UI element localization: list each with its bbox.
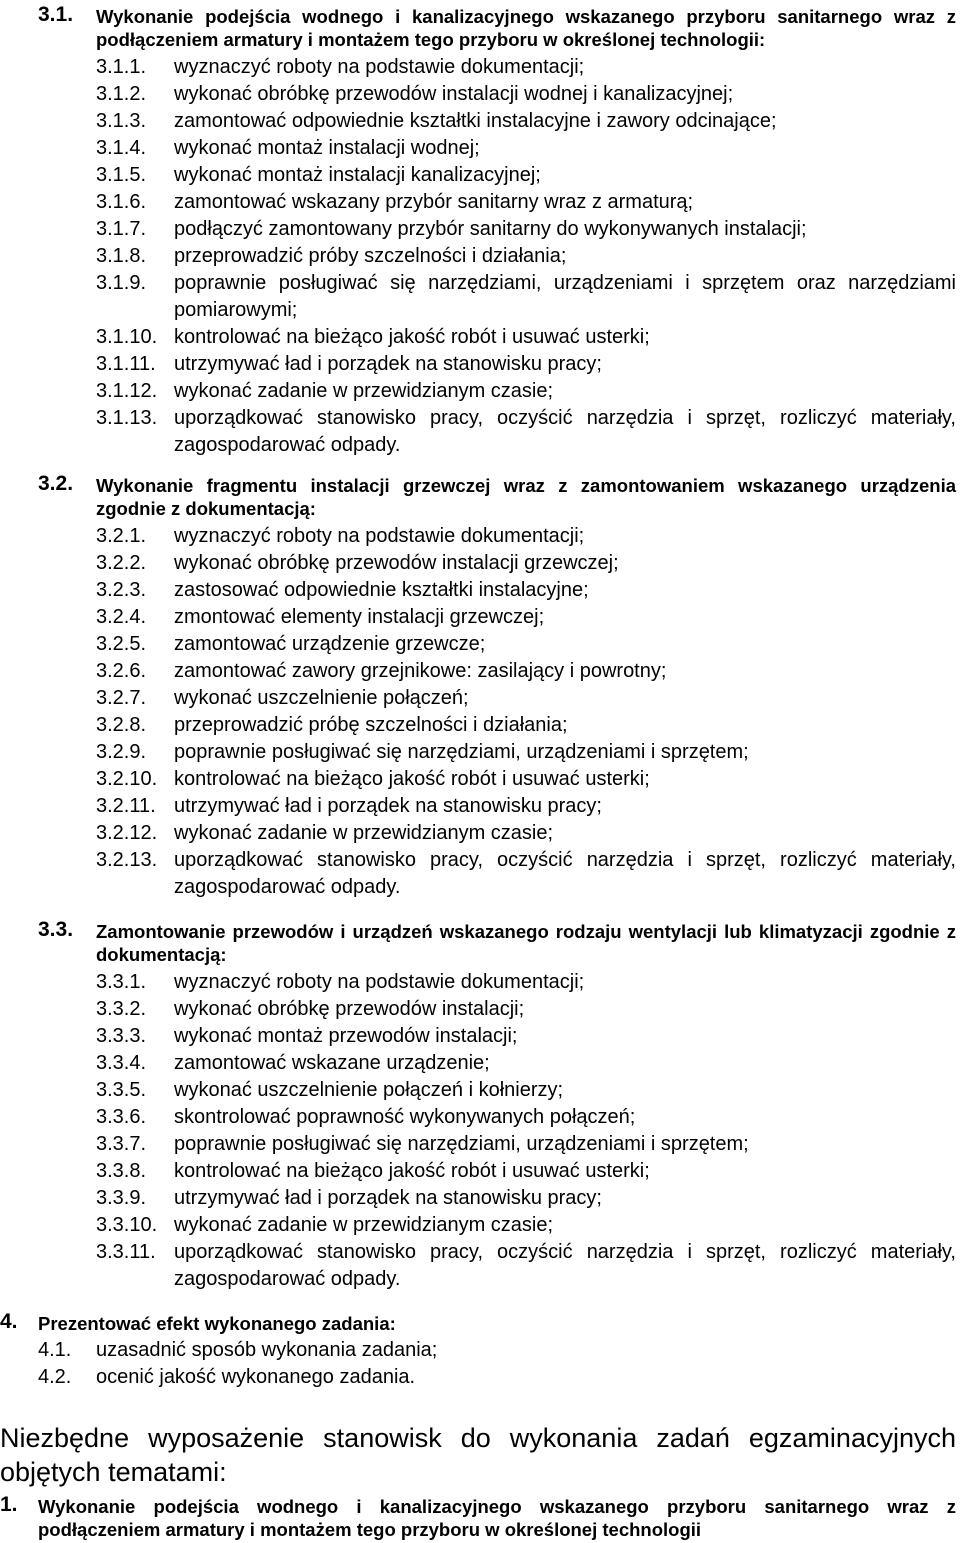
section-title: Wykonanie fragmentu instalacji grzewczej wraz z zamontowaniem wskazanego urządzenia zgodnie z dokumentacją: [96,475,956,519]
item-text: wykonać montaż instalacji kanalizacyjnej; [174,164,541,186]
list-item [0,1185,960,1212]
item-text: poprawnie posługiwać się narzędziami, urządzeniami i sprzętem; [174,1133,749,1155]
item-text: ocenić jakość wykonanego zadania. [96,1366,416,1388]
list-item [0,378,960,405]
item-number: 3.1.9. [96,272,147,294]
item-number: 3.2.11. [96,795,156,817]
item-text: wykonać montaż przewodów instalacji; [174,1025,518,1047]
item-text: utrzymywać ład i porządek na stanowisku pracy; [174,353,602,375]
item-text: zamontować odpowiednie kształtki instalacyjne i zawory odcinające; [174,110,777,132]
item-number: 3.3.9. [96,1187,147,1209]
item-number: 3.1.1. [96,56,147,78]
list-item [0,351,960,378]
item-text: wykonać obróbkę przewodów instalacji; [174,998,525,1020]
item-number: 3.2.4. [96,606,147,628]
item-number: 4.1. [38,1339,72,1361]
item-text: wykonać zadanie w przewidzianym czasie; [174,1214,554,1236]
item-text: utrzymywać ład i porządek na stanowisku pracy; [174,795,602,817]
list-item [0,847,960,901]
item-number: 3.2.7. [96,687,147,709]
item-number: 4.2. [38,1366,72,1388]
item-number: 3.1.12. [96,380,158,402]
final-section [0,1493,960,1541]
item-number: 3.2.3. [96,579,147,601]
item-text: poprawnie posługiwać się narzędziami, urządzeniami i sprzętem; [174,741,749,763]
item-number: 3.1.10. [96,326,158,348]
item-number: 3.3.3. [96,1025,147,1047]
item-text: uporządkować stanowisko pracy, oczyścić narzędzia i sprzęt, rozliczyć materiały, zagospodarować odpady. [174,407,956,456]
item-text: wyznaczyć roboty na podstawie dokumentacji; [174,525,585,547]
section-number: 3.3. [38,918,74,941]
list-item [0,550,960,577]
section-number: 4. [0,1310,18,1333]
item-number: 3.2.6. [96,660,147,682]
equipment-heading: Niezbędne wyposażenie stanowisk do wykonania zadań egzaminacyjnych objętych tematami: [0,1423,956,1487]
item-text: kontrolować na bieżąco jakość robót i usuwać usterki; [174,326,650,348]
list-item [0,523,960,550]
list-item [0,631,960,658]
item-text: utrzymywać ład i porządek na stanowisku pracy; [174,1187,602,1209]
item-number: 3.2.13. [96,849,158,871]
item-list [0,1337,960,1391]
list-item [0,1077,960,1104]
section-4 [0,1310,960,1391]
item-number: 3.1.7. [96,218,147,240]
item-text: podłączyć zamontowany przybór sanitarny do wykonywanych instalacji; [174,218,807,240]
list-item [0,969,960,996]
list-item [0,243,960,270]
item-number: 3.3.8. [96,1160,147,1182]
section-title: Wykonanie podejścia wodnego i kanalizacyjnego wskazanego przyboru sanitarnego wraz z podłączeniem armatury i montażem tego przyboru w określonej technologii [38,1496,956,1540]
item-number: 3.3.6. [96,1106,147,1128]
list-item [0,685,960,712]
item-text: skontrolować poprawność wykonywanych połączeń; [174,1106,636,1128]
list-item [0,1158,960,1185]
item-number: 3.3.2. [96,998,147,1020]
item-number: 3.2.5. [96,633,147,655]
list-item [0,1050,960,1077]
item-number: 3.2.12. [96,822,158,844]
item-number: 3.1.2. [96,83,147,105]
item-list [0,54,960,459]
item-text: zamontować wskazany przybór sanitarny wraz z armaturą; [174,191,694,213]
item-text: przeprowadzić próbę szczelności i działania; [174,714,568,736]
list-item [0,162,960,189]
item-text: zmontować elementy instalacji grzewczej; [174,606,545,628]
list-item [0,324,960,351]
list-item [0,1337,960,1364]
item-list [0,969,960,1293]
list-item [0,658,960,685]
item-number: 3.3.10. [96,1214,158,1236]
item-number: 3.1.3. [96,110,147,132]
item-text: uporządkować stanowisko pracy, oczyścić narzędzia i sprzęt, rozliczyć materiały, zagospodarować odpady. [174,1241,956,1290]
item-number: 3.1.5. [96,164,147,186]
item-text: wykonać zadanie w przewidzianym czasie; [174,380,554,402]
list-item [0,1212,960,1239]
list-item [0,793,960,820]
section-title: Prezentować efekt wykonanego zadania: [38,1313,396,1334]
list-item [0,108,960,135]
item-text: wykonać obróbkę przewodów instalacji wodnej i kanalizacyjnej; [174,83,734,105]
item-text: wykonać uszczelnienie połączeń; [174,687,469,709]
item-number: 3.2.10. [96,768,158,790]
item-text: wykonać zadanie w przewidzianym czasie; [174,822,554,844]
item-number: 3.3.11. [96,1241,156,1263]
item-text: uporządkować stanowisko pracy, oczyścić narzędzia i sprzęt, rozliczyć materiały, zagospodarować odpady. [174,849,956,898]
list-item [0,712,960,739]
item-text: wyznaczyć roboty na podstawie dokumentacji; [174,971,585,993]
item-number: 3.1.13. [96,407,158,429]
item-number: 3.1.4. [96,137,147,159]
section-title: Wykonanie podejścia wodnego i kanalizacyjnego wskazanego przyboru sanitarnego wraz z podłączeniem armatury i montażem tego przyboru w określonej technologii: [96,6,956,50]
item-number: 3.2.1. [96,525,147,547]
item-text: kontrolować na bieżąco jakość robót i usuwać usterki; [174,1160,650,1182]
section-number: 3.1. [38,3,74,26]
item-number: 3.1.6. [96,191,147,213]
list-item [0,577,960,604]
item-text: poprawnie posługiwać się narzędziami, urządzeniami i sprzętem oraz narzędziami pomiarowymi; [174,272,956,321]
list-item [0,135,960,162]
section-number: 1. [0,1493,18,1516]
item-text: wykonać obróbkę przewodów instalacji grzewczej; [174,552,619,574]
item-number: 3.2.8. [96,714,147,736]
item-text: zastosować odpowiednie kształtki instalacyjne; [174,579,589,601]
item-text: wykonać montaż instalacji wodnej; [174,137,480,159]
section-title: Zamontowanie przewodów i urządzeń wskazanego rodzaju wentylacji lub klimatyzacji zgodnie z dokumentacją: [96,921,956,965]
item-number: 3.1.11. [96,353,156,375]
list-item [0,820,960,847]
list-item [0,270,960,324]
item-number: 3.3.7. [96,1133,147,1155]
item-number: 3.3.5. [96,1079,147,1101]
section-3-3 [0,918,960,1293]
list-item [0,81,960,108]
item-number: 3.1.8. [96,245,147,267]
item-list [0,523,960,901]
list-item [0,1104,960,1131]
list-item [0,54,960,81]
item-number: 3.3.1. [96,971,147,993]
item-text: przeprowadzić próby szczelności i działania; [174,245,567,267]
list-item [0,996,960,1023]
list-item [0,766,960,793]
list-item [0,739,960,766]
item-text: wyznaczyć roboty na podstawie dokumentacji; [174,56,585,78]
section-number: 3.2. [38,472,74,495]
item-text: kontrolować na bieżąco jakość robót i usuwać usterki; [174,768,650,790]
section-3-2 [0,472,960,901]
list-item [0,1131,960,1158]
item-text: zamontować zawory grzejnikowe: zasilający i powrotny; [174,660,667,682]
item-text: uzasadnić sposób wykonania zadania; [96,1339,438,1361]
item-number: 3.3.4. [96,1052,147,1074]
list-item [0,1239,960,1293]
list-item [0,1023,960,1050]
list-item [0,189,960,216]
item-number: 3.2.9. [96,741,147,763]
item-text: zamontować urządzenie grzewcze; [174,633,486,655]
item-text: zamontować wskazane urządzenie; [174,1052,490,1074]
list-item [0,216,960,243]
list-item [0,405,960,459]
section-3-1 [0,3,960,459]
list-item [0,604,960,631]
item-number: 3.2.2. [96,552,147,574]
list-item [0,1364,960,1391]
item-text: wykonać uszczelnienie połączeń i kołnierzy; [174,1079,564,1101]
